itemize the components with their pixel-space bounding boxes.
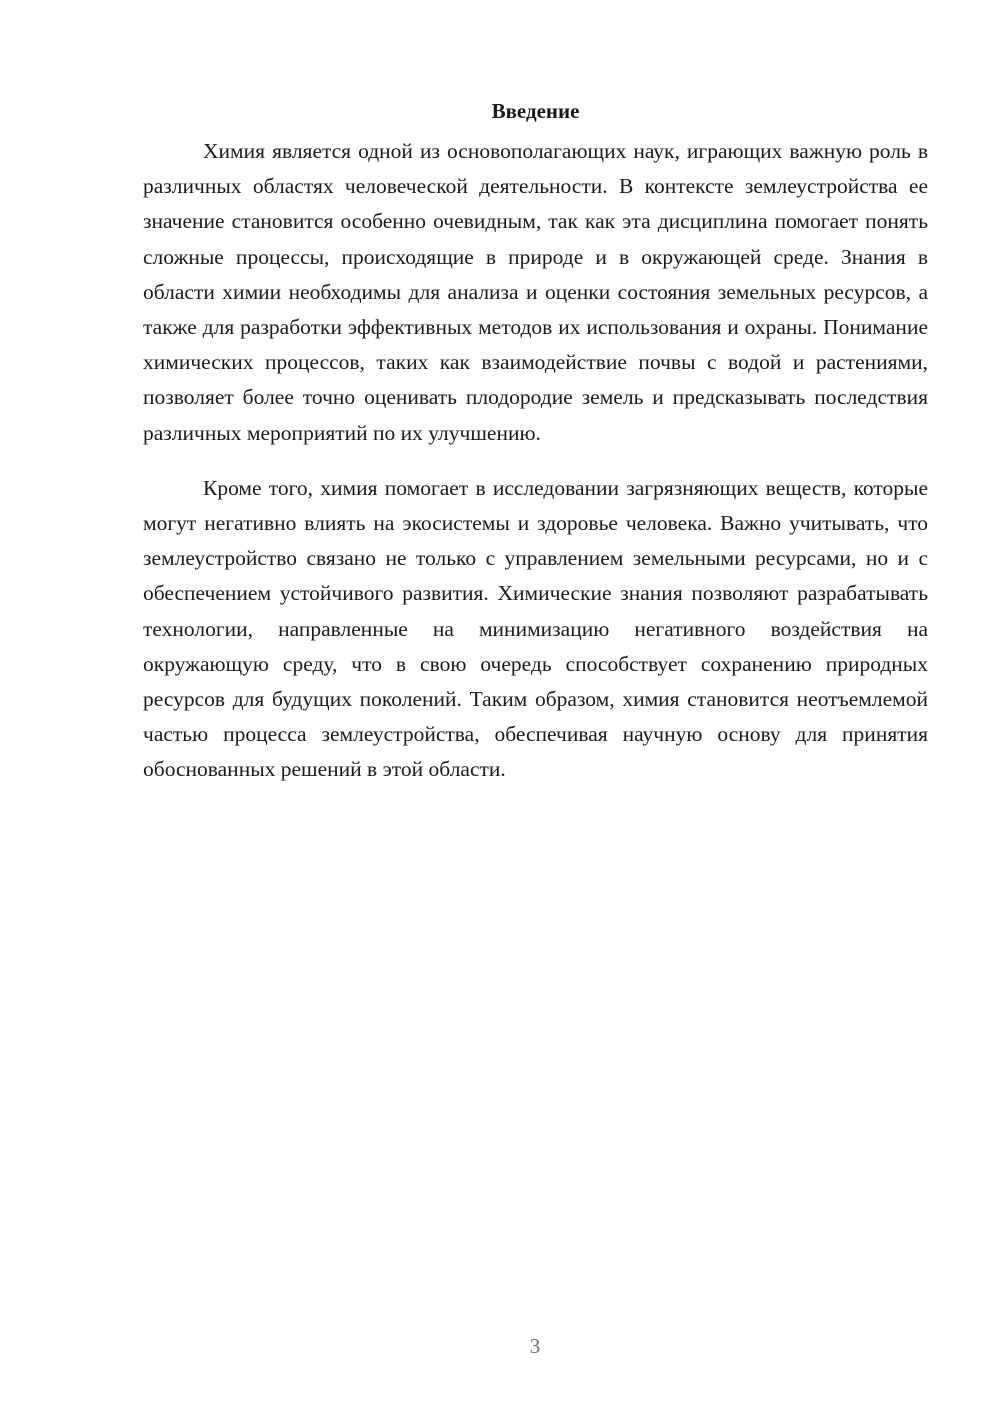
- paragraph-1: Химия является одной из основополагающих наук, играющих важную роль в различных областях человеческой деятельности. В контексте землеустройства ее значение становится особенно очевидным, так как эта дисциплина помогает понять сложные процессы, происходящие в природе и в окружающей среде. Знания в области химии необходимы для анализа и оценки состояния земельных ресурсов, а также для разработки эффективных методов их использования и охраны. Понимание химических процессов, таких как взаимодействие почвы с водой и растениями, позволяет более точно оценивать плодородие земель и предсказывать последствия различных мероприятий по их улучшению.: [143, 139, 928, 445]
- page-content: [143, 96, 928, 788]
- page-number: 3: [529, 1334, 541, 1358]
- paragraph-2: Кроме того, химия помогает в исследовании загрязняющих веществ, которые могут негативно влиять на экосистемы и здоровье человека. Важно учитывать, что землеустройство связано не только с управлением земельными ресурсами, но и с обеспечением устойчивого развития. Химические знания позволяют разрабатывать технологии, направленные на минимизацию негативного воздействия на окружающую среду, что в свою очередь способствует сохранению природных ресурсов для будущих поколений. Таким образом, химия становится неотъемлемой частью процесса землеустройства, обеспечивая научную основу для принятия обоснованных решений в этой области.: [143, 475, 928, 782]
- section-title: Введение: [491, 99, 580, 123]
